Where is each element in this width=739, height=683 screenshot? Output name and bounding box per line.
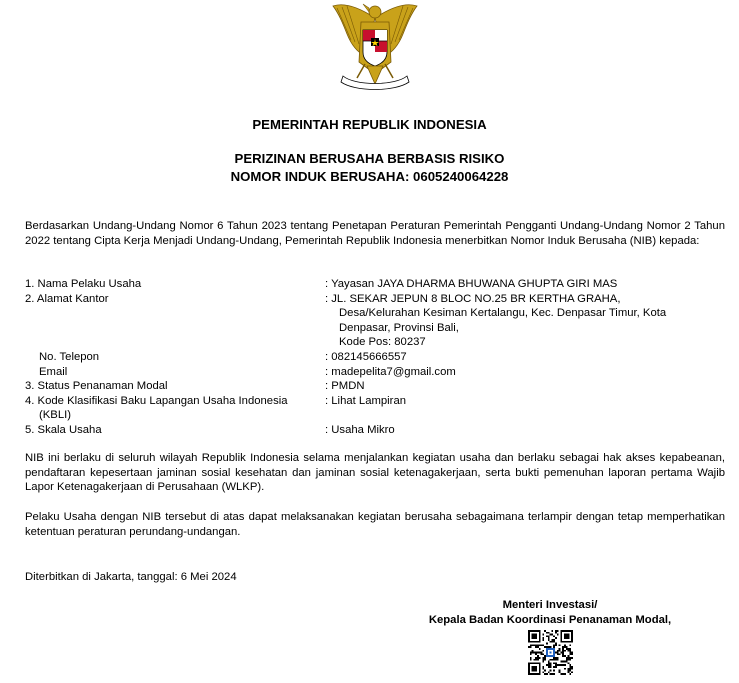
government-heading: PEMERINTAH REPUBLIK INDONESIA: [252, 117, 487, 132]
field-label: 2. Alamat Kantor: [25, 293, 109, 305]
field-value: : 082145666557: [325, 351, 407, 363]
field-value: Desa/Kelurahan Kesiman Kertalangu, Kec. Denpasar Timur, Kota: [339, 307, 667, 319]
field-label: 5. Skala Usaha: [25, 424, 102, 436]
field-label: 3. Status Penanaman Modal: [25, 380, 168, 392]
nib-number: NOMOR INDUK BERUSAHA: 0605240064228: [230, 169, 509, 184]
field-value: Kode Pos: 80237: [339, 336, 426, 348]
validity-paragraph: NIB ini berlaku di seluruh wilayah Republik Indonesia selama menjalankan kegiatan usaha dan berlaku sebagai hak akses kepabeanan, pendaftaran kepesertaan jaminan sosial kesehatan dan jaminan sosial ketenagakerjaan, serta bukti pemenuhan laporan pertama Wajib Lapor Ketenagakerjaan di Perusahaan (WLKP).: [25, 452, 725, 494]
field-value: : JL. SEKAR JEPUN 8 BLOC NO.25 BR KERTHA GRAHA,: [325, 293, 621, 305]
garuda-emblem-icon: [325, 0, 425, 96]
field-label: 4. Kode Klasifikasi Baku Lapangan Usaha Indonesia: [25, 395, 288, 407]
signatory-title-line1: Menteri Investasi/: [502, 599, 598, 611]
field-value: : madepelita7@gmail.com: [325, 366, 456, 378]
field-label: 1. Nama Pelaku Usaha: [25, 278, 142, 290]
field-value: : PMDN: [325, 380, 365, 392]
signatory-title-line2: Kepala Badan Koordinasi Penanaman Modal,: [428, 614, 672, 626]
issued-line: Diterbitkan di Jakarta, tanggal: 6 Mei 2024: [25, 571, 237, 583]
field-value: : Lihat Lampiran: [325, 395, 407, 407]
document-title: PERIZINAN BERUSAHA BERBASIS RISIKO: [234, 151, 505, 166]
compliance-paragraph: Pelaku Usaha dengan NIB tersebut di atas dapat melaksanakan kegiatan berusaha sebagaimana terlampir dengan tetap memperhatikan ketentuan peraturan perundang-undangan.: [25, 511, 725, 538]
field-value: Denpasar, Provinsi Bali,: [339, 322, 459, 334]
field-label: Email: [39, 366, 68, 378]
intro-paragraph: Berdasarkan Undang-Undang Nomor 6 Tahun 2023 tentang Penetapan Peraturan Pemerintah Pengganti Undang-Undang Nomor 2 Tahun 2022 tentang Cipta Kerja Menjadi Undang-Undang, Pemerintah Republik Indonesia menerbitkan Nomor Induk Berusaha (NIB) kepada:: [25, 220, 725, 247]
field-value: : Usaha Mikro: [325, 424, 395, 436]
field-label: No. Telepon: [39, 351, 100, 363]
field-value: : Yayasan JAYA DHARMA BHUWANA GHUPTA GIRI MAS: [325, 278, 618, 290]
qr-code-icon: [528, 630, 573, 675]
field-label: (KBLI): [39, 409, 72, 421]
